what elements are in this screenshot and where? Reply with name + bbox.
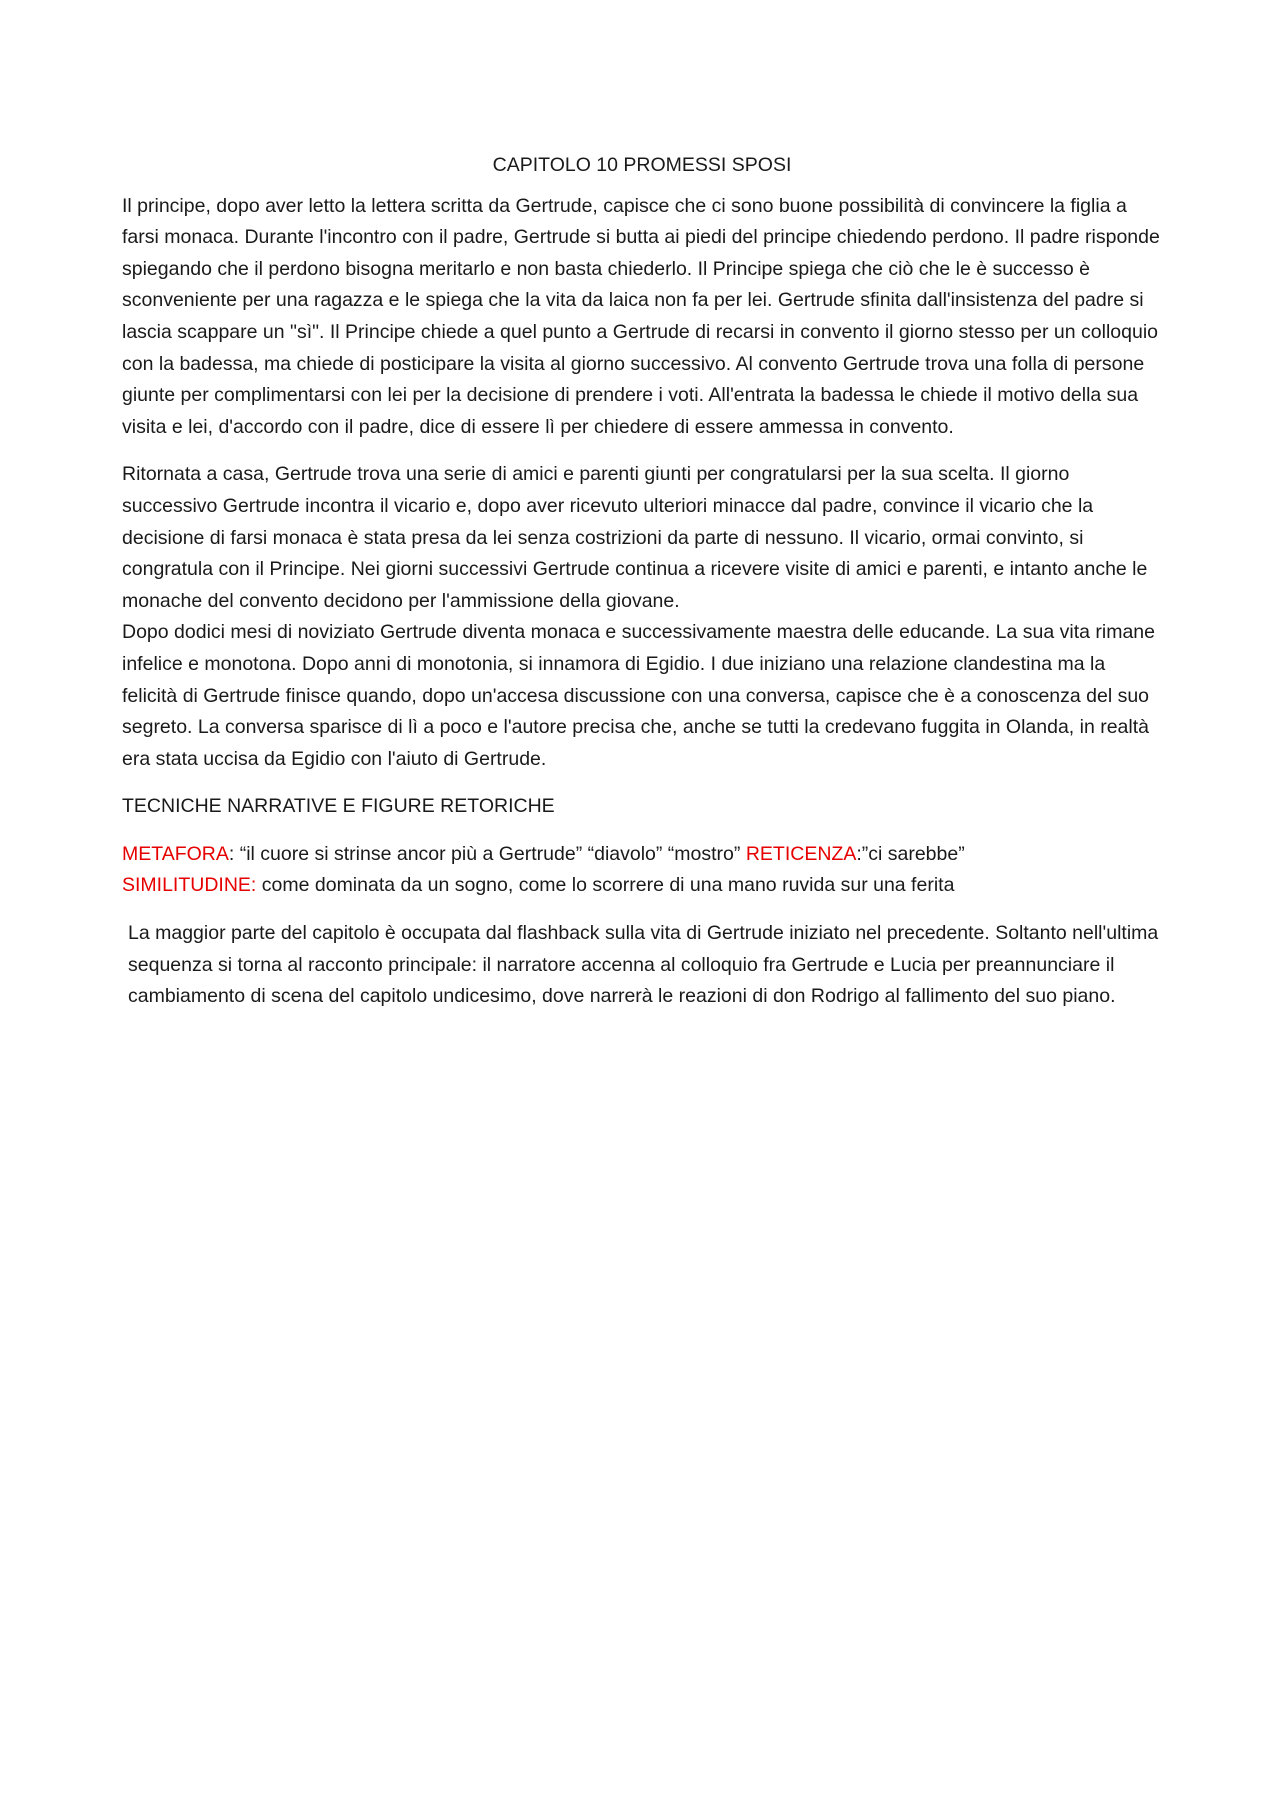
document-page bbox=[122, 150, 1162, 1029]
paragraph-conclusion: La maggior parte del capitolo è occupata dal flashback sulla vita di Gertrude iniziato nel precedente. Soltanto nell'ultima sequenza si torna al racconto principale: il narratore accenna al colloquio fra Gertrude e Lucia per preannunciare il cambiamento di scena del capitolo undicesimo, dove narrerà le reazioni di don Rodrigo al fallimento del suo piano. bbox=[128, 922, 1159, 1008]
paragraph-summary-3: Dopo dodici mesi di noviziato Gertrude diventa monaca e successivamente maestra delle educande. La sua vita rimane infelice e monotona. Dopo anni di monotonia, si innamora di Egidio. I due iniziano una relazione clandestina ma la felicità di Gertrude finisce quando, dopo un'accesa discussione con una conversa, capisce che è a conoscenza del suo segreto. La conversa sparisce di lì a poco e l'autore precisa che, anche se tutti la credevano fuggita in Olanda, in realtà era stata uccisa da Egidio con l'aiuto di Gertrude. bbox=[122, 621, 1155, 770]
reticenza-text: :”ci sarebbe” bbox=[856, 842, 965, 865]
paragraph-summary-2 bbox=[122, 459, 1162, 617]
document-title: CAPITOLO 10 PROMESSI SPOSI bbox=[492, 154, 792, 176]
metafora-label: METAFORA bbox=[122, 842, 229, 865]
reticenza-label: RETICENZA bbox=[745, 842, 857, 865]
similitudine-text: come dominata da un sogno, come lo scorrere di una mano ruvida sur una ferita bbox=[256, 874, 955, 897]
metafora-text: : “il cuore si strinse ancor più a Gertrude” “diavolo” “mostro” bbox=[228, 842, 746, 865]
rhetorical-figures bbox=[122, 839, 1162, 902]
similitudine-label: SIMILITUDINE: bbox=[122, 874, 257, 897]
paragraph-summary-1: Il principe, dopo aver letto la lettera scritta da Gertrude, capisce che ci sono buone possibilità di convincere la figlia a farsi monaca. Durante l'incontro con il padre, Gertrude si butta ai piedi del principe chiedendo perdono. Il padre risponde spiegando che il perdono bisogna meritarlo e non basta chiederlo. Il Principe spiega che ciò che le è successo è sconveniente per una ragazza e le spiega che la vita da laica non fa per lei. Gertrude sfinita dall'insistenza del padre si lascia scappare un "sì". Il Principe chiede a quel punto a Gertrude di recarsi in convento il giorno stesso per un colloquio con la badessa, ma chiede di posticipare la visita al giorno successivo. Al convento Gertrude trova una folla di persone giunte per complimentarsi con lei per la decisione di prendere i voti. All'entrata la badessa le chiede il motivo della sua visita e lei, d'accordo con il padre, dice di essere lì per chiedere di essere ammessa in convento. bbox=[122, 194, 1160, 438]
section-heading: TECNICHE NARRATIVE E FIGURE RETORICHE bbox=[122, 795, 555, 818]
paragraph-summary-2a: Ritornata a casa, Gertrude trova una serie di amici e parenti giunti per congratularsi per la sua scelta. Il giorno successivo Gertrude incontra il vicario e, dopo aver ricevuto ulteriori minacce dal padre, convince il vicario che la decisione di farsi monaca è stata presa da lei senza costrizioni da parte di nessuno. Il vicario, ormai convinto, si congratula con il Principe. Nei giorni successivi Gertrude continua a ricevere visite di amici e parenti, e intanto anche le monache del convento decidono per l'ammissione della giovane. bbox=[122, 463, 1148, 612]
